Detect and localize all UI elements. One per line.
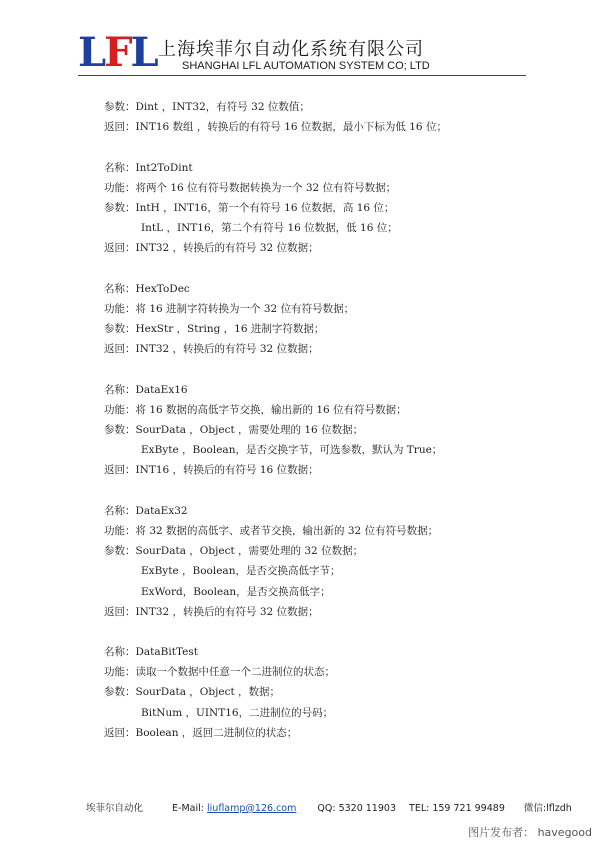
text-line: 名称：DataEx16 — [104, 383, 188, 396]
text-line: 名称：HexToDec — [104, 282, 190, 295]
text-line: 功能：将 16 数据的高低字节交换，输出新的 16 位有符号数据； — [104, 403, 407, 416]
company-name-en: SHANGHAI LFL AUTOMATION SYSTEM CO; LTD — [182, 60, 430, 72]
company-name-cn: 上海埃菲尔自动化系统有限公司 — [158, 39, 424, 60]
logo-letter-l2: L — [130, 29, 157, 76]
text-line: 参数：Dint ，INT32，有符号 32 位数值； — [104, 101, 310, 113]
text-line: 功能：将两个 16 位有符号数据转换为一个 32 位有符号数据； — [104, 181, 397, 194]
company-logo — [78, 30, 158, 76]
page-footer — [86, 800, 572, 814]
logo-letter-l1: L — [78, 29, 105, 76]
text-line: 参数：HexStr ，String ，16 进制字符数据； — [104, 323, 325, 336]
text-line: 参数：SourData ，Object ，数据； — [104, 686, 281, 699]
text-line: 返回：INT32 ，转换后的有符号 32 位数据； — [104, 343, 319, 356]
footer-email-label: E-Mail: — [172, 803, 204, 814]
text-line: ExByte ，Boolean，是否交换高低字节； — [141, 565, 341, 578]
text-line: 参数：SourData ，Object ，需要处理的 16 位数据； — [104, 424, 364, 436]
footer-wechat: 微信:lflzdh — [523, 803, 572, 814]
footer-tel: TEL: 159 721 99489 — [409, 803, 505, 814]
text-line: 名称：DataEx32 — [104, 504, 188, 517]
footer-qq: QQ: 5320 11903 — [317, 803, 396, 814]
blank-line — [104, 259, 524, 279]
blank-line — [104, 481, 524, 501]
blank-line — [104, 359, 524, 379]
publisher-watermark: 图片发布者： havegood — [468, 826, 592, 839]
footer-email-link[interactable]: liuflamp@126.com — [207, 803, 297, 814]
text-line: 返回：Boolean ，返回二进制位的状态； — [104, 726, 298, 739]
text-line: 功能：读取一个数据中任意一个二进制位的状态； — [104, 666, 335, 679]
text-line: ExByte ，Boolean，是否交换字节，可选参数，默认为 True； — [141, 444, 443, 457]
text-line: 参数：IntH ，INT16，第一个有符号 16 位数据，高 16 位； — [104, 201, 395, 214]
document-body — [104, 97, 524, 743]
text-line: 名称：DataBitTest — [104, 646, 198, 659]
header-divider — [78, 75, 526, 76]
text-line: 名称：Int2ToDint — [104, 161, 193, 174]
text-line: 返回：INT16 数组 ，转换后的有符号 16 位数据，最小下标为低 16 位； — [104, 121, 447, 134]
logo-letter-f: F — [104, 29, 131, 76]
text-line: IntL ，INT16，第二个有符号 16 位数据，低 16 位； — [141, 222, 398, 235]
text-line: 功能：将 32 数据的高低字、或者节交换，输出新的 32 位有符号数据； — [104, 524, 439, 537]
blank-line — [104, 622, 524, 642]
text-line: 功能：将 16 进制字符转换为一个 32 位有符号数据； — [104, 302, 355, 315]
text-line: ExWord，Boolean，是否交换高低字； — [141, 585, 331, 598]
text-line: 返回：INT32 ，转换后的有符号 32 位数据； — [104, 605, 319, 618]
blank-line — [104, 137, 524, 157]
text-line: 返回：INT32 ，转换后的有符号 32 位数据； — [104, 242, 319, 255]
page-header — [78, 30, 528, 80]
text-line: 返回：INT16 ，转换后的有符号 16 位数据； — [104, 464, 319, 477]
footer-company: 埃菲尔自动化 — [86, 803, 144, 814]
text-line: BitNum ，UINT16，二进制位的号码； — [141, 706, 334, 719]
text-line: 参数：SourData ，Object ，需要处理的 32 位数据； — [104, 545, 364, 558]
